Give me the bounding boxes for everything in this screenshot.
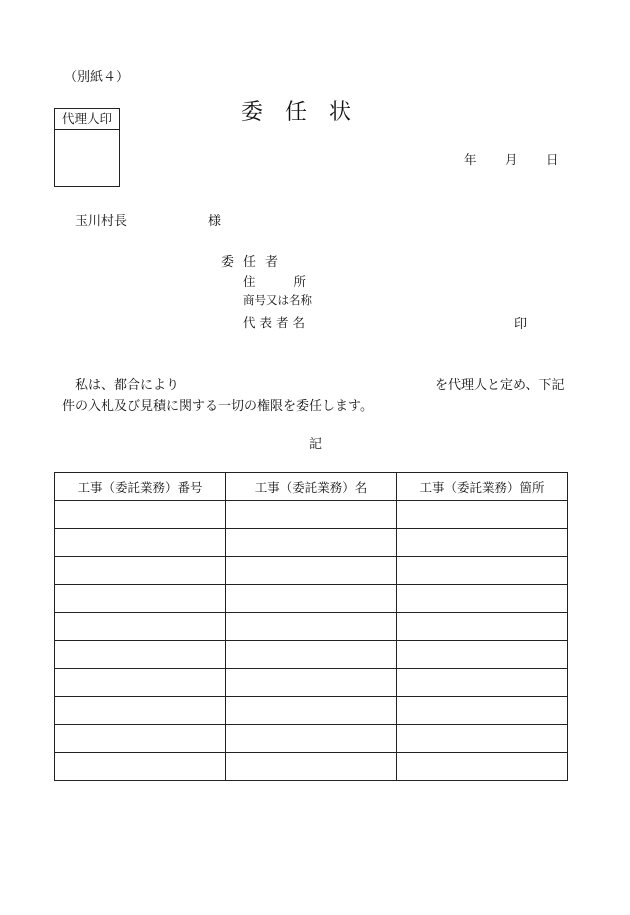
cell-work-location <box>397 725 568 753</box>
table-row <box>55 585 568 613</box>
cell-work-name <box>226 725 397 753</box>
cell-work-number <box>55 641 226 669</box>
cell-work-number <box>55 697 226 725</box>
cell-work-name <box>226 613 397 641</box>
works-table-body <box>55 501 568 781</box>
date-day-label: 日 <box>546 152 559 167</box>
cell-work-number <box>55 753 226 781</box>
cell-work-location <box>397 669 568 697</box>
table-row <box>55 753 568 781</box>
attachment-label: （別紙４） <box>64 70 130 85</box>
cell-work-number <box>55 529 226 557</box>
body-text-line1-part1: 私は、都合により <box>75 378 180 393</box>
cell-work-name <box>226 529 397 557</box>
company-name-label: 商号又は名称 <box>243 293 312 307</box>
header-work-number: 工事（委託業務）番号 <box>55 473 226 501</box>
cell-work-number <box>55 585 226 613</box>
header-work-name: 工事（委託業務）名 <box>226 473 397 501</box>
cell-work-number <box>55 725 226 753</box>
address-label-part-1: 住 <box>243 274 256 289</box>
table-row <box>55 725 568 753</box>
address-label-part-2: 所 <box>293 274 307 289</box>
cell-work-location <box>397 613 568 641</box>
cell-work-number <box>55 501 226 529</box>
address-label <box>243 272 306 290</box>
body-text-line2: 件の入札及び見積に関する一切の権限を委任します。 <box>62 399 373 414</box>
cell-work-location <box>397 697 568 725</box>
table-row <box>55 641 568 669</box>
ki-heading: 記 <box>309 437 323 452</box>
cell-work-name <box>226 641 397 669</box>
header-work-location: 工事（委託業務）箇所 <box>397 473 568 501</box>
cell-work-name <box>226 697 397 725</box>
cell-work-location <box>397 501 568 529</box>
cell-work-location <box>397 585 568 613</box>
table-row <box>55 529 568 557</box>
table-row <box>55 613 568 641</box>
date-year-label: 年 <box>464 152 477 167</box>
seal-mark: 印 <box>514 317 528 332</box>
table-row <box>55 697 568 725</box>
cell-work-number <box>55 557 226 585</box>
agent-seal-box <box>54 108 120 187</box>
body-text-line1-part2: を代理人と定め、下記 <box>435 378 565 393</box>
representative-label: 代表者名 <box>243 315 310 330</box>
cell-work-location <box>397 641 568 669</box>
date-month-label: 月 <box>505 152 518 167</box>
agent-seal-label: 代理人印 <box>55 109 119 130</box>
table-row <box>55 557 568 585</box>
cell-work-number <box>55 669 226 697</box>
table-row <box>55 501 568 529</box>
delegator-label: 委任者 <box>221 255 288 270</box>
cell-work-name <box>226 501 397 529</box>
table-header-row <box>55 473 568 501</box>
works-table <box>54 472 568 781</box>
cell-work-location <box>397 753 568 781</box>
table-row <box>55 669 568 697</box>
page-title: 委任状 <box>241 100 374 125</box>
cell-work-name <box>226 669 397 697</box>
cell-work-name <box>226 557 397 585</box>
cell-work-name <box>226 585 397 613</box>
addressee-honorific: 様 <box>208 214 222 229</box>
cell-work-location <box>397 529 568 557</box>
cell-work-number <box>55 613 226 641</box>
addressee-name: 玉川村長 <box>75 214 128 229</box>
cell-work-name <box>226 753 397 781</box>
cell-work-location <box>397 557 568 585</box>
